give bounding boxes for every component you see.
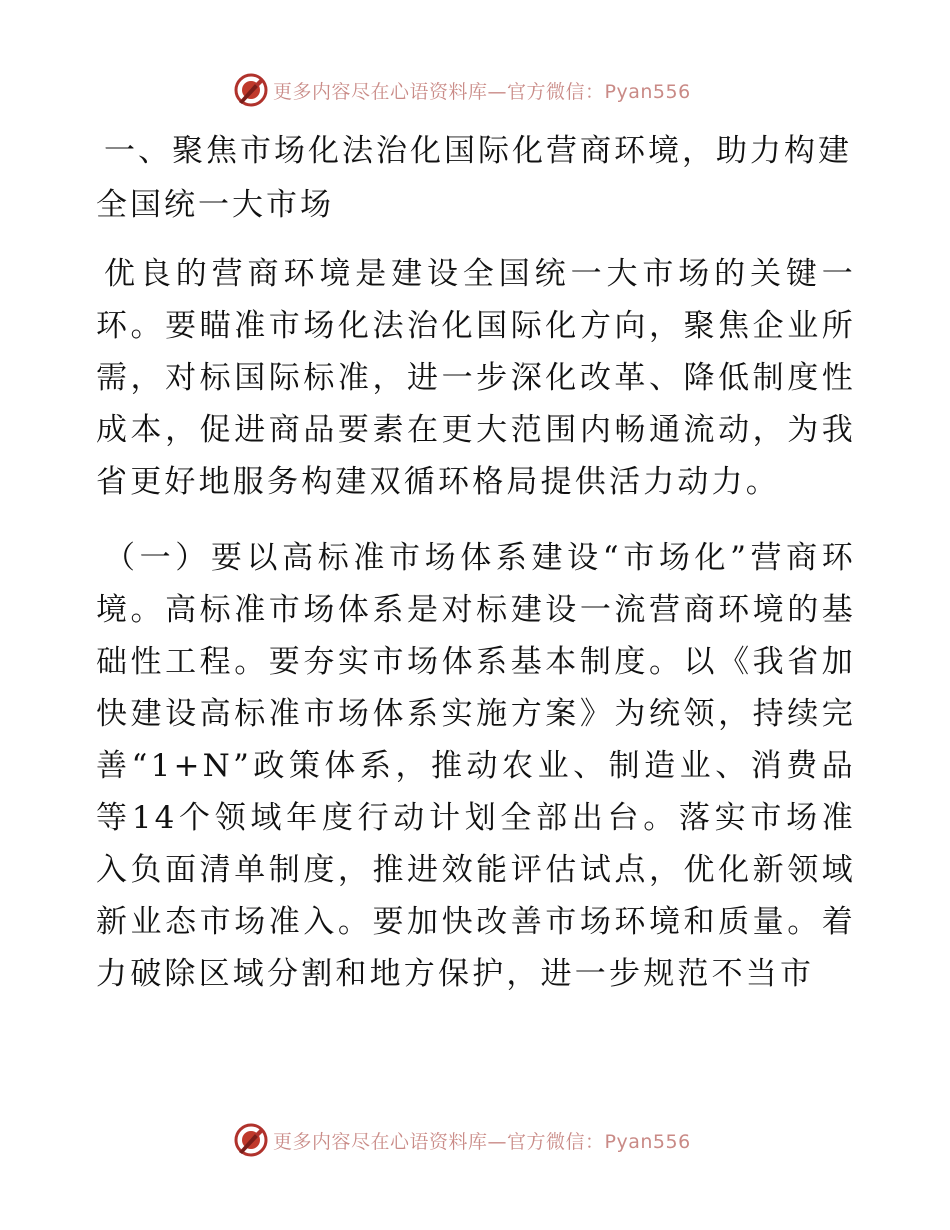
section-heading: 一、聚焦市场化法治化国际化营商环境，助力构建全国统一大市场 bbox=[96, 133, 852, 223]
red-circle-pen-logo-icon bbox=[233, 1122, 269, 1158]
red-circle-pen-logo-icon bbox=[233, 72, 269, 108]
paragraph-intro: 优良的营商环境是建设全国统一大市场的关键一环。要瞄准市场化法治化国际化方向，聚焦企业所需，对标国际标准，进一步深化改革、降低制度性成本，促进商品要素在更大范围内畅通流动，为我省更好地服务构建双循环格局提供活力动力。 bbox=[96, 256, 856, 500]
header-watermark-text: 更多内容尽在心语资料库—官方微信：Pyan556 bbox=[273, 80, 691, 103]
document-body bbox=[96, 124, 856, 1000]
footer-watermark bbox=[233, 1120, 691, 1160]
paragraph-market-system: （一）要以高标准市场体系建设“市场化”营商环境。高标准市场体系是对标建设一流营商环境的基础性工程。要夯实市场体系基本制度。以《我省加快建设高标准市场体系实施方案》为统领，持续完善“1+N”政策体系，推动农业、制造业、消费品等14个领域年度行动计划全部出台。落实市场准入负面清单制度，推进效能评估试点，优化新领域新业态市场准入。要加快改善市场环境和质量。着力破除区域分割和地方保护，进一步规范不当市 bbox=[96, 540, 856, 992]
footer-watermark-text: 更多内容尽在心语资料库—官方微信：Pyan556 bbox=[273, 1130, 691, 1153]
header-watermark bbox=[233, 70, 691, 110]
